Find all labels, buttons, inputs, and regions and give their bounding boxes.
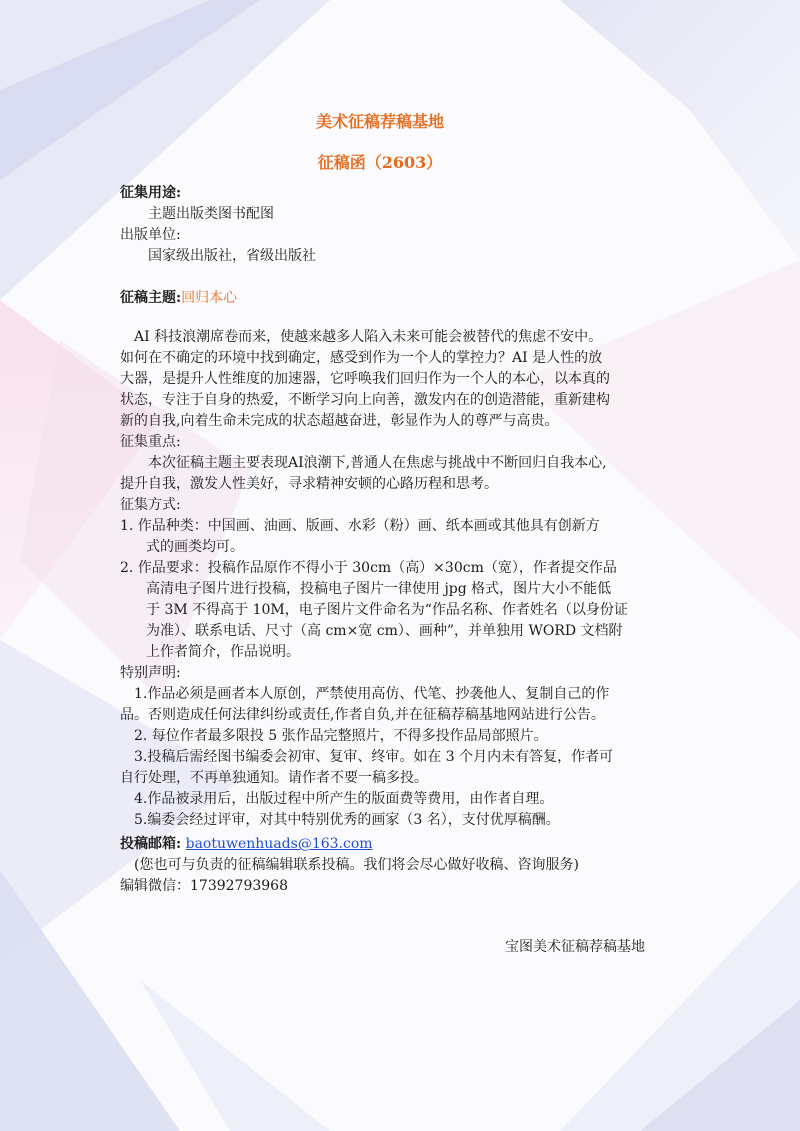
organization-title: 美术征稿荐稿基地 [315, 112, 444, 131]
email-row [120, 834, 690, 855]
signature: 宝图美术征稿荐稿基地 [505, 939, 645, 955]
focus-line: 本次征稿主题主要表现AI浪潮下,普通人在焦虑与挑战中不断回归自我本心, [148, 455, 607, 471]
contact-note: (您也可与负责的征稿编辑联系投稿。我们将会尽心做好收稿、咨询服务) [134, 857, 579, 873]
method-item-2-cont: 于 3M 不得高于 10M，电子图片文件命名为“作品名称、作者姓名（以身份证 [146, 602, 628, 618]
publisher-value: 国家级出版社，省级出版社 [148, 248, 316, 264]
email-link[interactable]: baotuwenhuads@163.com [185, 836, 373, 852]
notice-line: 品。否则造成任何法律纠纷或责任,作者自负,并在征稿荐稿基地网站进行公告。 [120, 707, 605, 723]
notice-line: 5.编委会经过评审，对其中特别优秀的画家（3 名），支付优厚稿酬。 [134, 812, 560, 828]
intro-line: 大器，是提升人性维度的加速器，它呼唤我们回归作为一个人的本心，以本真的 [120, 371, 610, 387]
method-item-2-cont: 高清电子图片进行投稿，投稿电子图片一律使用 jpg 格式，图片大小不能低 [146, 581, 612, 597]
notice-line: 4.作品被录用后，出版过程中所产生的版面费等费用，由作者自理。 [134, 791, 554, 807]
publisher-label: 出版单位: [120, 227, 181, 243]
email-label: 投稿邮箱: [120, 836, 182, 852]
method-item-2: 2. 作品要求：投稿作品原作不得小于 30cm（高）×30cm（宽），作者提交作品 [120, 560, 617, 576]
method-item-2-cont: 上作者简介，作品说明。 [146, 644, 300, 660]
intro-line: 新的自我,向着生命未完成的状态超越奋进，彰显作为人的尊严与高贵。 [120, 413, 559, 429]
intro-line: AI 科技浪潮席卷而来，使越来越多人陷入未来可能会被替代的焦虑不安中。 [134, 329, 603, 345]
notice-line: 1.作品必须是画者本人原创，严禁使用高仿、代笔、抄袭他人、复制自己的作 [134, 686, 610, 702]
notice-line: 3.投稿后需经图书编委会初审、复审、终审。如在 3 个月内未有答复，作者可 [134, 749, 614, 765]
method-item-1: 1. 作品种类：中国画、油画、版画、水彩（粉）画、纸本画或其他具有创新方 [120, 518, 600, 534]
wechat-contact: 编辑微信：17392793968 [120, 878, 288, 894]
notice-line: 自行处理，不再单独通知。请作者不要一稿多投。 [120, 770, 428, 786]
method-item-1-cont: 式的画类均可。 [146, 539, 244, 555]
usage-label: 征集用途: [120, 185, 182, 201]
intro-line: 状态，专注于自身的热爱，不断学习向上向善，激发内在的创造潜能，重新建构 [120, 392, 610, 408]
theme-label: 征稿主题: [120, 290, 182, 306]
notice-label: 特别声明: [120, 665, 181, 681]
method-item-2-cont: 为准）、联系电话、尺寸（高 cm×宽 cm）、画种”，并单独用 WORD 文档附 [146, 623, 623, 639]
focus-label: 征集重点: [120, 434, 181, 450]
usage-value: 主题出版类图书配图 [148, 206, 274, 222]
notice-line: 2. 每位作者最多限投 5 张作品完整照片，不得多投作品局部照片。 [134, 728, 548, 744]
theme-row [120, 288, 690, 309]
focus-line: 提升自我，激发人性美好，寻求精神安顿的心路历程和思考。 [120, 476, 498, 492]
theme-value: 回归本心 [181, 290, 238, 306]
method-label: 征集方式: [120, 497, 181, 513]
intro-line: 如何在不确定的环境中找到确定，感受到作为一个人的掌控力？AI 是人性的放 [120, 350, 603, 366]
document-title: 征稿函（2603） [317, 153, 443, 172]
